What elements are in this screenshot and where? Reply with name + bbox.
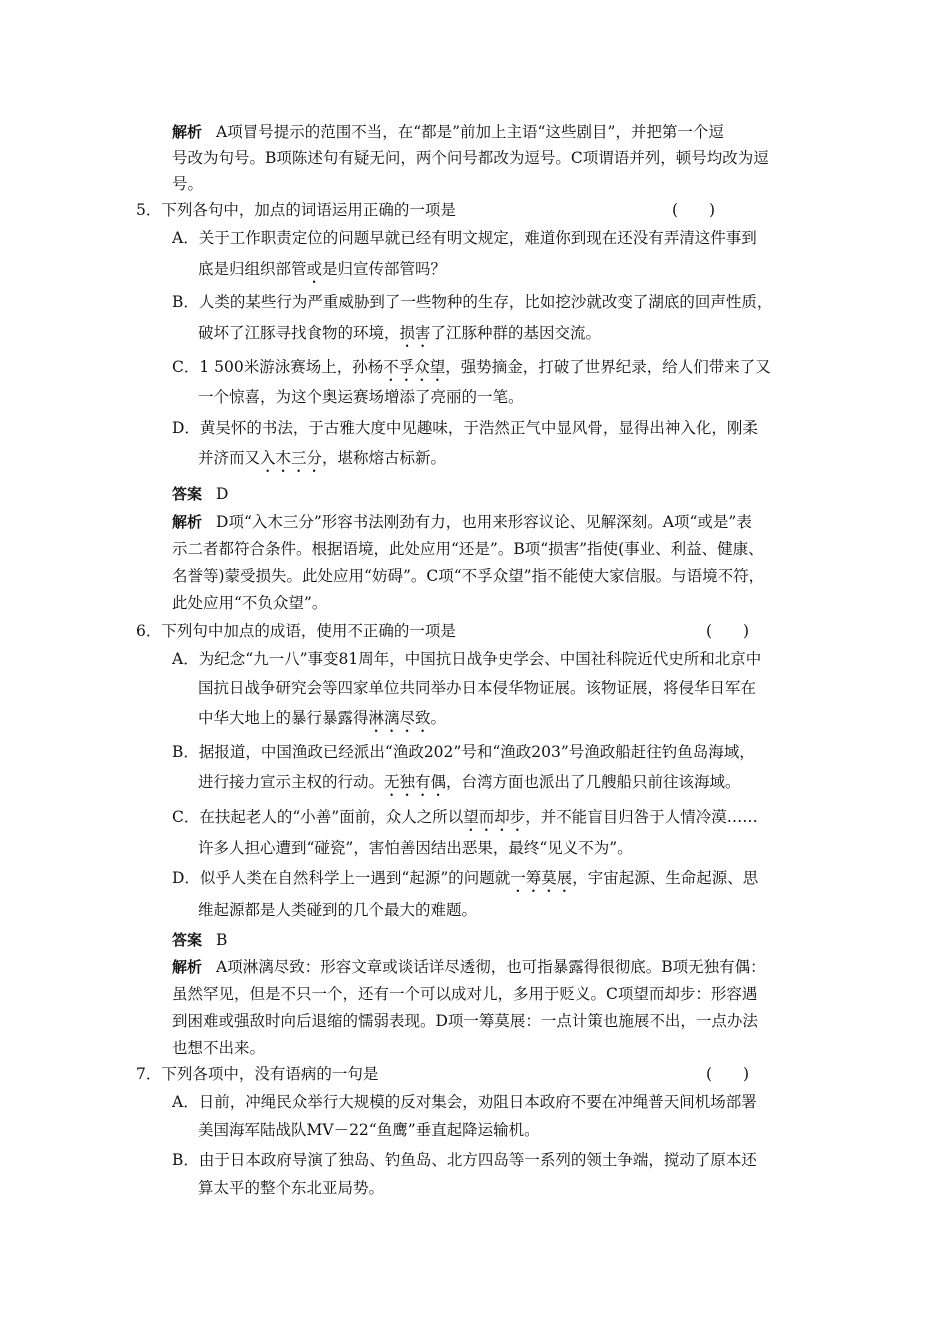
q6-analysis-line-1: 解析 A项淋漓尽致：形容文章或谈话详尽透彻，也可指暴露得很彻底。B项无独有偶： xyxy=(172,958,766,976)
q5-dotted-word: 或 xyxy=(306,260,323,278)
q4-analysis-line-2: 号改为句号。B项陈述句有疑无问，两个问号都改为逗号。C项谓语并列，顿号均改为逗 xyxy=(172,149,769,167)
q6-dotted-idiom: 淋漓尽致 xyxy=(368,709,431,727)
q5-analysis-line-4: 此处应用“不负众望”。 xyxy=(172,594,328,612)
q5-dotted-word: 不孚众望 xyxy=(383,358,446,376)
q4-analysis-label: 解析 xyxy=(172,123,203,141)
q6-dotted-idiom: 一筹莫展 xyxy=(510,869,573,887)
q7-option-a-line-2: 美国海军陆战队MV－22“鱼鹰”垂直起降运输机。 xyxy=(198,1121,540,1139)
q5-analysis-line-1: 解析 D项“入木三分”形容书法刚劲有力，也用来形容议论、见解深刻。A项“或是”表 xyxy=(172,513,752,531)
q5-dotted-word: 损害 xyxy=(399,324,431,342)
q6-analysis-line-3: 到困难或强敌时向后退缩的懦弱表现。D项一筹莫展：一点计策也施展不出，一点办法 xyxy=(172,1012,758,1030)
q7-answer-bracket: ( ) xyxy=(706,1065,750,1083)
q5-option-b-line-2: 破坏了江豚寻找食物的环境，损害了江豚种群的基因交流。 xyxy=(198,324,602,342)
q5-stem: 5．下列各句中，加点的词语运用正确的一项是 xyxy=(136,201,456,219)
q5-analysis-line-3: 名誉等)蒙受损失。此处应用“妨碍”。C项“不孚众望”指不能使大家信服。与语境不符， xyxy=(172,567,765,585)
q6-dotted-idiom: 望而却步 xyxy=(463,808,526,826)
q6-analysis-line-4: 也想不出来。 xyxy=(172,1039,266,1057)
q7-option-a-line-1: A．日前，冲绳民众举行大规模的反对集会，劝阻日本政府不要在冲绳普天间机场部署 xyxy=(172,1093,757,1111)
q6-option-b-line-1: B．据报道，中国渔政已经派出“渔政202”号和“渔政203”号渔政船赶往钓鱼岛海域， xyxy=(172,743,755,761)
q6-answer: 答案 B xyxy=(172,931,228,949)
q6-dotted-idiom: 无独有偶 xyxy=(384,773,447,791)
q6-option-c-line-1: C．在扶起老人的“小善”面前，众人之所以望而却步，并不能盲目归咎于人情冷漠…… xyxy=(172,808,758,826)
q6-analysis-line-2: 虽然罕见，但是不只一个，还有一个可以成对儿，多用于贬义。C项望而却步：形容遇 xyxy=(172,985,758,1003)
q5-answer-bracket: ( ) xyxy=(672,201,716,219)
q5-analysis-label: 解析 xyxy=(172,513,203,531)
q6-stem: 6．下列句中加点的成语，使用不正确的一项是 xyxy=(136,622,456,640)
q4-analysis-line-1: 解析 A项冒号提示的范围不当，在“都是”前加上主语“这些剧目”，并把第一个逗 xyxy=(172,123,724,141)
q5-option-d-line-2: 并济而又入木三分，堪称熔古标新。 xyxy=(198,449,447,467)
q6-option-d-line-1: D．似乎人类在自然科学上一遇到“起源”的问题就一筹莫展，宇宙起源、生命起源、思 xyxy=(172,869,759,887)
q5-option-d-line-1: D．黄吴怀的书法，于古雅大度中见趣味，于浩然正气中显风骨，显得出神入化，刚柔 xyxy=(172,419,758,437)
q6-option-b-line-2: 进行接力宣示主权的行动。无独有偶，台湾方面也派出了几艘船只前往该海域。 xyxy=(198,773,741,791)
q6-option-a-line-1: A．为纪念“九一八”事变81周年，中国抗日战争史学会、中国社科院近代史所和北京中 xyxy=(172,650,762,668)
q5-answer: 答案 D xyxy=(172,485,229,503)
q6-option-c-line-2: 许多人担心遭到“碰瓷”，害怕善因结出恶果，最终“见义不为”。 xyxy=(198,839,633,857)
q6-option-a-line-3: 中华大地上的暴行暴露得淋漓尽致。 xyxy=(198,709,447,727)
q5-analysis-line-2: 示二者都符合条件。根据语境，此处应用“还是”。B项“损害”指使(事业、利益、健康、 xyxy=(172,540,764,558)
q6-answer-label: 答案 xyxy=(172,931,203,949)
q5-option-a-line-1: A．关于工作职责定位的问题早就已经有明文规定，难道你到现在还没有弄清这件事到 xyxy=(172,229,757,247)
q5-option-c-line-2: 一个惊喜，为这个奥运赛场增添了亮丽的一笔。 xyxy=(198,388,524,406)
q7-option-b-line-1: B．由于日本政府导演了独岛、钓鱼岛、北方四岛等一系列的领土争端，搅动了原本还 xyxy=(172,1151,757,1169)
q5-option-b-line-1: B．人类的某些行为严重威胁到了一些物种的生存，比如挖沙就改变了湖底的回声性质， xyxy=(172,293,773,311)
q7-stem: 7．下列各项中，没有语病的一句是 xyxy=(136,1065,379,1083)
q6-option-a-line-2: 国抗日战争研究会等四家单位共同举办日本侵华物证展。该物证展，将侵华日军在 xyxy=(198,679,757,697)
q5-option-a-line-2: 底是归组织部管或是归宣传部管吗？ xyxy=(198,260,447,278)
q7-option-b-line-2: 算太平的整个东北亚局势。 xyxy=(198,1179,385,1197)
q4-analysis-line-3: 号。 xyxy=(172,175,204,193)
q6-option-d-line-2: 维起源都是人类碰到的几个最大的难题。 xyxy=(198,901,478,919)
q5-answer-label: 答案 xyxy=(172,485,203,503)
q6-answer-bracket: ( ) xyxy=(706,622,750,640)
q6-analysis-label: 解析 xyxy=(172,958,203,976)
q5-dotted-word: 入木三分 xyxy=(260,449,323,467)
q5-option-c-line-1: C．1 500米游泳赛场上，孙杨不孚众望，强势摘金，打破了世界纪录，给人们带来了又 xyxy=(172,358,771,376)
